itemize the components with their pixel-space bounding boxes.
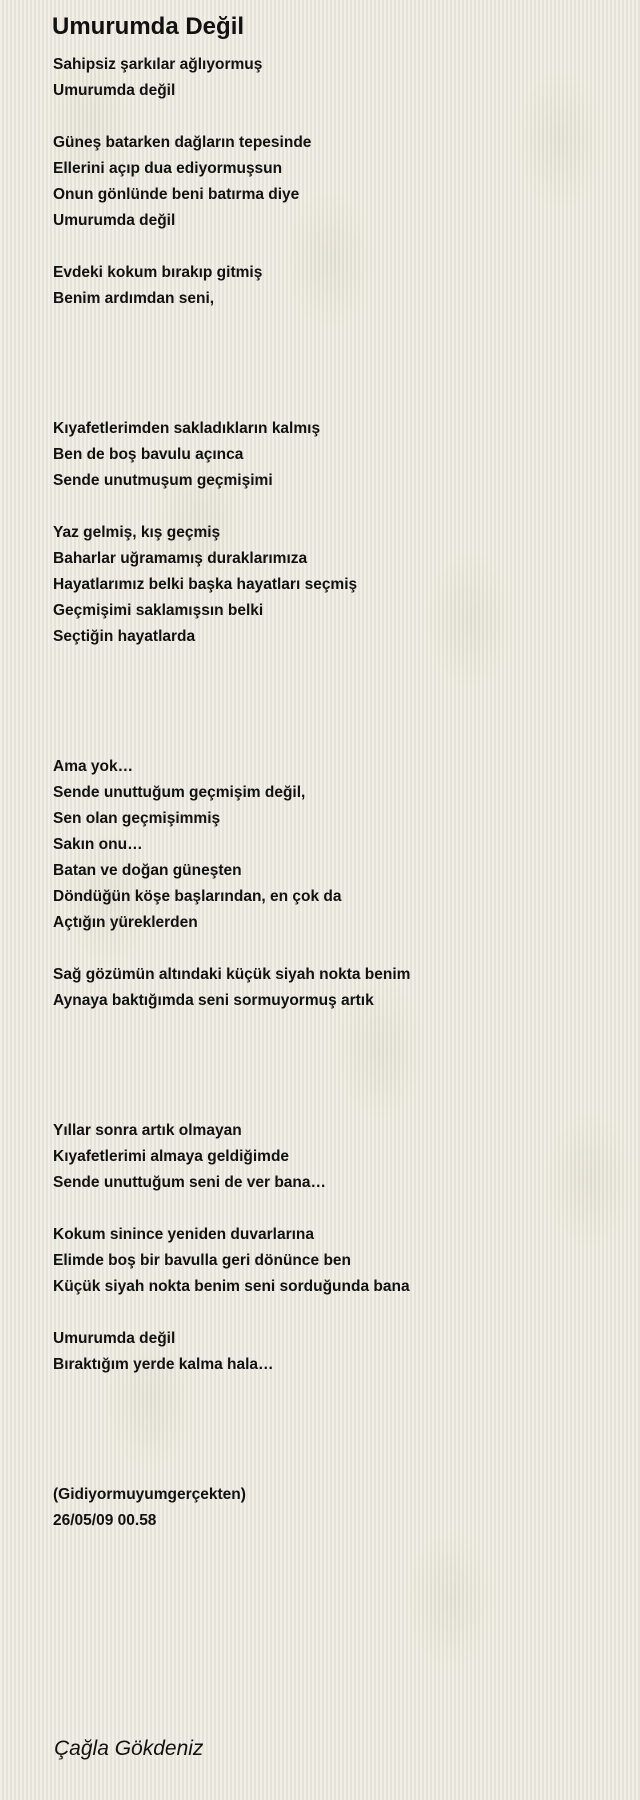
poem-line: Kıyafetlerimden sakladıkların kalmış [53,420,321,437]
stanza [53,416,613,494]
poem-line: Bıraktığım yerde kalma hala… [53,1356,274,1373]
stanza [53,1222,613,1300]
poem-line: Benim ardımdan seni, [53,290,215,307]
poem-line: Açtığın yüreklerden [53,914,198,931]
poem-line: Sen olan geçmişimmiş [53,810,221,827]
poem-line: Seçtiğin hayatlarda [53,628,196,645]
poem-line: Aynaya baktığımda seni sormuyormuş artık [53,992,374,1009]
poem-line: Ama yok… [53,758,134,775]
stanza [53,520,613,650]
stanza [53,260,613,312]
poem-line: Sahipsiz şarkılar ağlıyormuş [53,56,263,73]
poem-line: Onun gönlünde beni batırma diye [53,186,300,203]
poem-line: Sağ gözümün altındaki küçük siyah nokta benim [53,966,411,983]
stanza [53,1118,613,1196]
poem-line: Umurumda değil [53,1330,176,1347]
poem-line: Sakın onu… [53,836,143,853]
stanza [53,754,613,936]
poem-line: Baharlar uğramamış duraklarımıza [53,550,308,567]
poem-line: Batan ve doğan güneşten [53,862,242,879]
poem-line: Güneş batarken dağların tepesinde [53,134,312,151]
poem-line: Ellerini açıp dua ediyormuşsun [53,160,283,177]
poem-line: Ben de boş bavulu açınca [53,446,244,463]
poem-line: Sende unutmuşum geçmişimi [53,472,273,489]
poem-line: Yaz gelmiş, kış geçmiş [53,524,221,541]
poem-date: 26/05/09 00.58 [53,1512,157,1529]
poem-line: Sende unuttuğum seni de ver bana… [53,1174,327,1191]
author-name: Çağla Gökdeniz [54,1737,204,1760]
poem-line: Umurumda değil [53,212,176,229]
stanza [53,130,613,234]
poem-line: Yıllar sonra artık olmayan [53,1122,242,1139]
poem-line: Evdeki kokum bırakıp gitmiş [53,264,263,281]
poem-pseudonym: (Gidiyormuyumgerçekten) [53,1486,246,1503]
stanza [53,52,613,104]
poem-line: Hayatlarımız belki başka hayatları seçmiş [53,576,358,593]
poem-line: Sende unuttuğum geçmişim değil, [53,784,306,801]
poem-line: Geçmişimi saklamışsın belki [53,602,264,619]
poem-line: Umurumda değil [53,82,176,99]
poem-line: Döndüğün köşe başlarından, en çok da [53,888,342,905]
poem-signature [53,1482,613,1534]
stanza [53,962,613,1014]
poem-line: Küçük siyah nokta benim seni sorduğunda bana [53,1278,410,1295]
poem-title: Umurumda Değil [52,13,245,40]
poem-line: Elimde boş bir bavulla geri dönünce ben [53,1252,351,1269]
poem-body [53,52,613,1534]
poem-line: Kıyafetlerimi almaya geldiğimde [53,1148,290,1165]
poem-line: Kokum sinince yeniden duvarlarına [53,1226,314,1243]
stanza [53,1326,613,1378]
